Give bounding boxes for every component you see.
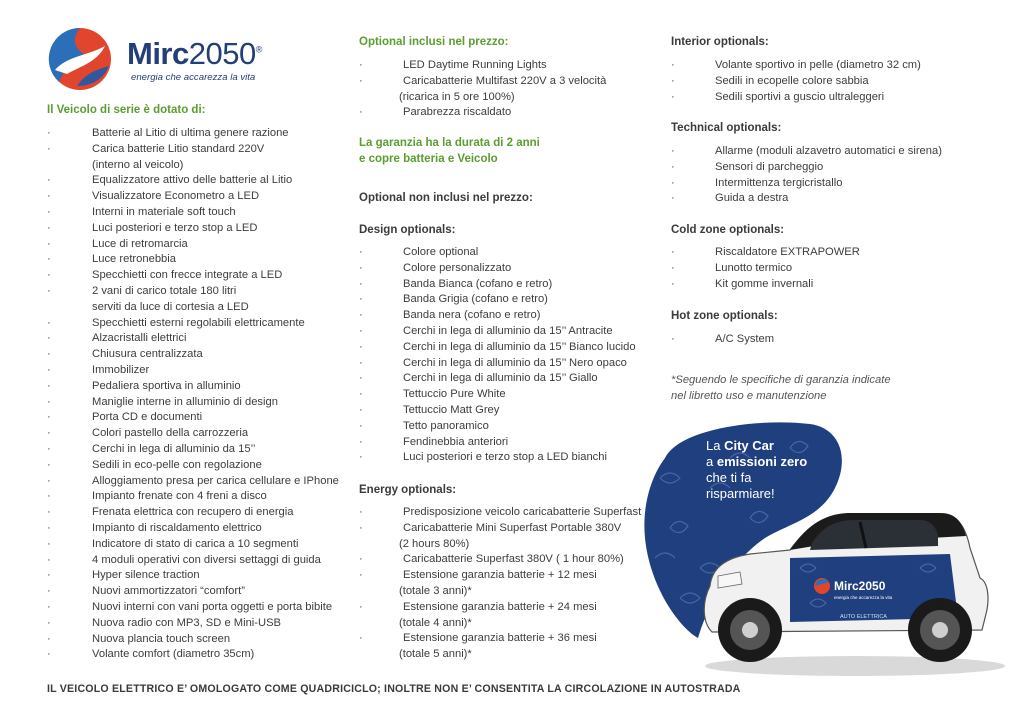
list-item-text: Estensione garanzia batterie + 12 mesi xyxy=(403,569,597,582)
list-item xyxy=(47,584,347,600)
list-item xyxy=(671,176,971,192)
list-item xyxy=(359,631,659,663)
list-item-text: Sedili in eco-pelle con regolazione xyxy=(92,458,262,471)
promo-slogan xyxy=(706,438,826,502)
list-item xyxy=(47,189,347,205)
list-item-text: Nuovi interni con vani porta oggetti e porta bibite xyxy=(92,600,333,613)
bullet-icon: · xyxy=(47,237,51,250)
list-item-text: Cerchi in lega di alluminio da 15’’ xyxy=(92,442,256,455)
bullet-icon: · xyxy=(47,174,51,187)
list-item-text: Nuovi ammortizzatori “comfort” xyxy=(92,585,245,598)
list-item-text: Allarme (moduli alzavetro automatici e sirena) xyxy=(715,145,942,157)
list-item-text: Specchietti con frecce integrate a LED xyxy=(92,269,283,282)
car-door-tagline: energia che accarezza la vita xyxy=(834,595,893,600)
list-item xyxy=(47,284,347,316)
list-item-continuation: (totale 4 anni)* xyxy=(399,616,472,629)
list-item-text: Fendinebbia anteriori xyxy=(403,435,509,448)
bullet-icon: · xyxy=(47,458,51,471)
bullet-icon: · xyxy=(47,332,51,345)
list-item-text: Parabrezza riscaldato xyxy=(403,106,512,119)
bullet-icon: · xyxy=(47,379,51,392)
bullet-icon: · xyxy=(359,59,363,71)
bullet-icon: · xyxy=(47,427,51,440)
promo-zero-emissions: emissioni zero xyxy=(716,454,808,469)
list-item xyxy=(47,410,347,426)
bullet-icon: · xyxy=(359,277,363,290)
list-item xyxy=(359,505,659,521)
list-item xyxy=(359,387,659,403)
brand-name: Mirc2050® xyxy=(127,36,262,71)
bullet-icon: · xyxy=(671,277,675,290)
list-item xyxy=(359,450,659,466)
bullet-icon: · xyxy=(47,616,51,629)
bullet-icon: · xyxy=(47,553,51,566)
bullet-icon: · xyxy=(359,74,363,87)
list-item xyxy=(359,74,659,106)
bullet-icon: · xyxy=(359,419,363,432)
included-optionals-list xyxy=(359,58,659,121)
list-item xyxy=(47,474,347,490)
list-item-text: Sedili sportivi a guscio ultraleggeri xyxy=(715,90,885,103)
bullet-icon: · xyxy=(47,506,51,519)
list-item-text: Sensori di parcheggio xyxy=(715,160,824,173)
list-item xyxy=(47,363,347,379)
bullet-icon: · xyxy=(47,632,51,645)
list-item-text: Volante sportivo in pelle (diametro 32 cm) xyxy=(715,59,921,71)
bullet-icon: · xyxy=(47,363,51,376)
list-item-text: Alzacristalli elettrici xyxy=(92,332,187,345)
car-door-brand: Mirc2050 xyxy=(834,579,886,593)
list-item xyxy=(47,331,347,347)
bullet-icon: · xyxy=(359,372,363,385)
list-item xyxy=(359,340,659,356)
list-item xyxy=(359,600,659,632)
list-item xyxy=(671,74,971,90)
list-item-text: Indicatore di stato di carica a 10 segmenti xyxy=(92,537,299,550)
list-item-text: Impianto di riscaldamento elettrico xyxy=(92,521,262,534)
list-item xyxy=(47,521,347,537)
list-item xyxy=(359,419,659,435)
list-item xyxy=(671,191,971,207)
list-item xyxy=(671,90,971,106)
bullet-icon: · xyxy=(359,388,363,401)
list-item-text: Visualizzatore Econometro a LED xyxy=(92,190,260,203)
list-item xyxy=(47,268,347,284)
warranty-note-line-1: *Seguendo le specifiche di garanzia indicate xyxy=(671,374,891,386)
list-item xyxy=(47,537,347,553)
list-item-text: A/C System xyxy=(715,333,775,345)
list-item-text: Nuova radio con MP3, SD e Mini-USB xyxy=(92,616,282,629)
included-optionals-heading: Optional inclusi nel prezzo: xyxy=(359,36,509,48)
list-item xyxy=(47,426,347,442)
list-item xyxy=(47,616,347,632)
promo-word: a xyxy=(706,454,714,469)
list-item xyxy=(671,160,971,176)
footer-disclaimer: IL VEICOLO ELETTRICO E’ OMOLOGATO COME QUADRICICLO; INOLTRE NON E’ CONSENTITA LA CIRCOLAZIONE IN AUTOSTRADA xyxy=(47,683,741,695)
list-item-continuation: (totale 3 anni)* xyxy=(399,584,472,597)
list-item-text: Luci posteriori e terzo stop a LED xyxy=(92,221,258,234)
bullet-icon: · xyxy=(359,106,363,119)
list-item-text: Estensione garanzia batterie + 24 mesi xyxy=(403,600,597,613)
list-item-text: Batterie al Litio di ultima genere razione xyxy=(92,127,289,139)
warranty-note xyxy=(671,372,911,404)
logo-swirl-icon xyxy=(47,26,119,92)
bullet-icon: · xyxy=(47,284,51,297)
energy-optionals-list xyxy=(359,505,659,663)
hot-zone-heading: Hot zone optionals: xyxy=(671,310,778,322)
standard-equipment-list xyxy=(47,126,347,663)
list-item xyxy=(359,245,659,261)
car-door-stripe: AUTO ELETTRICA xyxy=(840,614,887,620)
list-item xyxy=(671,58,971,74)
list-item xyxy=(47,395,347,411)
list-item-text: Carica batterie Litio standard 220V xyxy=(92,142,265,155)
list-item-text: Banda nera (cofano e retro) xyxy=(403,309,541,322)
bullet-icon: · xyxy=(47,142,51,155)
bullet-icon: · xyxy=(359,261,363,274)
list-item xyxy=(47,553,347,569)
bullet-icon: · xyxy=(47,569,51,582)
bullet-icon: · xyxy=(671,160,675,173)
list-item-text: Luce retronebbia xyxy=(92,253,176,266)
bullet-icon: · xyxy=(47,190,51,203)
list-item-text: LED Daytime Running Lights xyxy=(403,59,547,71)
list-item-text: Intermittenza tergicristallo xyxy=(715,176,843,189)
bullet-icon: · xyxy=(671,59,675,71)
bullet-icon: · xyxy=(359,324,363,337)
list-item-text: Nuova plancia touch screen xyxy=(92,632,231,645)
list-item xyxy=(47,316,347,332)
bullet-icon: · xyxy=(671,246,675,258)
list-item xyxy=(359,403,659,419)
list-item xyxy=(359,521,659,553)
list-item-text: Equalizzatore attivo delle batterie al Litio xyxy=(92,174,293,187)
bullet-icon: · xyxy=(47,205,51,218)
col1-heading: Il Veicolo di serie è dotato di: xyxy=(47,104,206,116)
bullet-icon: · xyxy=(671,333,675,345)
list-item xyxy=(47,568,347,584)
energy-optionals-heading: Energy optionals: xyxy=(359,484,457,496)
list-item-text: Tettuccio Pure White xyxy=(403,388,506,401)
bullet-icon: · xyxy=(47,348,51,361)
list-item-text: Cerchi in lega di alluminio da 15’’ Nero opaco xyxy=(403,356,627,369)
bullet-icon: · xyxy=(359,521,363,534)
list-item-continuation: (2 hours 80%) xyxy=(399,537,470,550)
list-item-text: Luci posteriori e terzo stop a LED bianchi xyxy=(403,451,607,464)
list-item-text: Luce di retromarcia xyxy=(92,237,188,250)
list-item-text: Colore optional xyxy=(403,246,479,258)
list-item xyxy=(47,505,347,521)
list-item xyxy=(47,126,347,142)
list-item xyxy=(47,489,347,505)
list-item xyxy=(47,237,347,253)
bullet-icon: · xyxy=(359,356,363,369)
bullet-icon: · xyxy=(359,246,363,258)
bullet-icon: · xyxy=(47,442,51,455)
list-item-text: Cerchi in lega di alluminio da 15’’ Bianco lucido xyxy=(403,340,636,353)
bullet-icon: · xyxy=(47,585,51,598)
bullet-icon: · xyxy=(359,632,363,645)
bullet-icon: · xyxy=(47,521,51,534)
bullet-icon: · xyxy=(47,474,51,487)
bullet-icon: · xyxy=(359,435,363,448)
bullet-icon: · xyxy=(47,537,51,550)
list-item-text: Colori pastello della carrozzeria xyxy=(92,427,249,440)
bullet-icon: · xyxy=(671,74,675,87)
list-item-continuation: serviti da luce di cortesia a LED xyxy=(92,300,249,313)
list-item xyxy=(671,261,971,277)
bullet-icon: · xyxy=(671,90,675,103)
list-item-text: Riscaldatore EXTRAPOWER xyxy=(715,246,860,258)
list-item xyxy=(359,552,659,568)
list-item-text: Estensione garanzia batterie + 36 mesi xyxy=(403,632,597,645)
bullet-icon: · xyxy=(47,253,51,266)
warranty-line-2: e copre batteria e Veicolo xyxy=(359,153,498,165)
warranty-line-1: La garanzia ha la durata di 2 anni xyxy=(359,137,540,149)
list-item-text: Cerchi in lega di alluminio da 15’’ Giallo xyxy=(403,372,598,385)
list-item-text: Kit gomme invernali xyxy=(715,277,814,290)
list-item-text: Banda Grigia (cofano e retro) xyxy=(403,293,548,306)
list-item xyxy=(47,347,347,363)
design-optionals-heading: Design optionals: xyxy=(359,224,456,236)
list-item-text: Specchietti esterni regolabili elettricamente xyxy=(92,316,305,329)
list-item xyxy=(671,277,971,293)
list-item xyxy=(47,205,347,221)
bullet-icon: · xyxy=(671,176,675,189)
promo-line-4: risparmiare! xyxy=(706,486,775,501)
list-item-text: Porta CD e documenti xyxy=(92,411,203,424)
list-item-text: Banda Bianca (cofano e retro) xyxy=(403,277,553,290)
list-item xyxy=(359,292,659,308)
list-item xyxy=(671,144,971,160)
list-item-text: Cerchi in lega di alluminio da 15’’ Antracite xyxy=(403,324,613,337)
bullet-icon: · xyxy=(359,600,363,613)
list-item-text: Interni in materiale soft touch xyxy=(92,205,236,218)
bullet-icon: · xyxy=(359,340,363,353)
list-item-text: Predisposizione veicolo caricabatterie Superfast xyxy=(403,506,642,518)
list-item xyxy=(47,632,347,648)
list-item-text: Maniglie interne in alluminio di design xyxy=(92,395,278,408)
bullet-icon: · xyxy=(359,451,363,464)
list-item-text: Chiusura centralizzata xyxy=(92,348,203,361)
bullet-icon: · xyxy=(359,309,363,322)
interior-optionals-list xyxy=(671,58,971,105)
list-item-text: 4 moduli operativi con diversi settaggi di guida xyxy=(92,553,321,566)
list-item-text: Caricabatterie Multifast 220V a 3 velocità xyxy=(403,74,607,87)
list-item-text: Tetto panoramico xyxy=(403,419,489,432)
list-item xyxy=(47,379,347,395)
list-item-text: Frenata elettrica con recupero di energia xyxy=(92,506,294,519)
bullet-icon: · xyxy=(47,221,51,234)
list-item xyxy=(359,308,659,324)
not-included-heading: Optional non inclusi nel prezzo: xyxy=(359,192,533,204)
list-item xyxy=(359,105,659,121)
list-item-text: Alloggiamento presa per carica cellulare e IPhone xyxy=(92,474,339,487)
brand-tagline: energia che accarezza la vita xyxy=(131,72,256,83)
promo-city-car: City Car xyxy=(724,438,774,453)
list-item xyxy=(359,277,659,293)
list-item xyxy=(359,58,659,74)
bullet-icon: · xyxy=(671,145,675,157)
list-item xyxy=(359,356,659,372)
bullet-icon: · xyxy=(47,648,51,661)
list-item xyxy=(47,458,347,474)
bullet-icon: · xyxy=(359,553,363,566)
design-optionals-list xyxy=(359,245,659,466)
list-item xyxy=(47,647,347,663)
bullet-icon: · xyxy=(359,403,363,416)
list-item xyxy=(359,435,659,451)
brand-logo xyxy=(47,26,307,96)
list-item-text: Immobilizer xyxy=(92,363,150,376)
list-item xyxy=(47,221,347,237)
cold-zone-heading: Cold zone optionals: xyxy=(671,224,785,236)
list-item xyxy=(47,173,347,189)
list-item-text: Lunotto termico xyxy=(715,261,793,274)
list-item-continuation: (totale 5 anni)* xyxy=(399,648,472,661)
bullet-icon: · xyxy=(47,600,51,613)
interior-optionals-heading: Interior optionals: xyxy=(671,36,769,48)
list-item-text: 2 vani di carico totale 180 litri xyxy=(92,284,237,297)
list-item xyxy=(47,442,347,458)
bullet-icon: · xyxy=(671,192,675,205)
list-item xyxy=(671,332,971,348)
list-item xyxy=(47,600,347,616)
list-item-text: Volante comfort (diametro 35cm) xyxy=(92,648,255,661)
cold-zone-optionals-list xyxy=(671,245,971,292)
bullet-icon: · xyxy=(47,490,51,503)
list-item-text: Impianto frenate con 4 freni a disco xyxy=(92,490,267,503)
bullet-icon: · xyxy=(47,395,51,408)
list-item-text: Sedili in ecopelle colore sabbia xyxy=(715,74,869,87)
list-item xyxy=(47,252,347,268)
bullet-icon: · xyxy=(47,411,51,424)
bullet-icon: · xyxy=(359,293,363,306)
list-item-text: Pedaliera sportiva in alluminio xyxy=(92,379,241,392)
list-item xyxy=(671,245,971,261)
list-item-text: Caricabatterie Mini Superfast Portable 380V xyxy=(403,521,622,534)
bullet-icon: · xyxy=(47,316,51,329)
technical-optionals-heading: Technical optionals: xyxy=(671,122,782,134)
list-item xyxy=(359,261,659,277)
promo-word: La xyxy=(706,438,721,453)
technical-optionals-list xyxy=(671,144,971,207)
promo-line-3: che ti fa xyxy=(706,470,752,485)
bullet-icon: · xyxy=(47,269,51,282)
list-item-continuation: (interno al veicolo) xyxy=(92,158,184,171)
bullet-icon: · xyxy=(47,127,51,139)
bullet-icon: · xyxy=(359,506,363,518)
list-item-text: Guida a destra xyxy=(715,192,789,205)
list-item xyxy=(47,142,347,174)
bullet-icon: · xyxy=(359,569,363,582)
list-item-text: Colore personalizzato xyxy=(403,261,512,274)
list-item-continuation: (ricarica in 5 ore 100%) xyxy=(399,90,515,103)
list-item-text: Hyper silence traction xyxy=(92,569,200,582)
hot-zone-optionals-list xyxy=(671,332,971,348)
bullet-icon: · xyxy=(671,261,675,274)
list-item xyxy=(359,371,659,387)
list-item xyxy=(359,568,659,600)
list-item-text: Tettuccio Matt Grey xyxy=(403,403,500,416)
list-item-text: Caricabatterie Superfast 380V ( 1 hour 80%) xyxy=(403,553,624,566)
list-item xyxy=(359,324,659,340)
warranty-note-line-2: nel libretto uso e manutenzione xyxy=(671,390,827,402)
